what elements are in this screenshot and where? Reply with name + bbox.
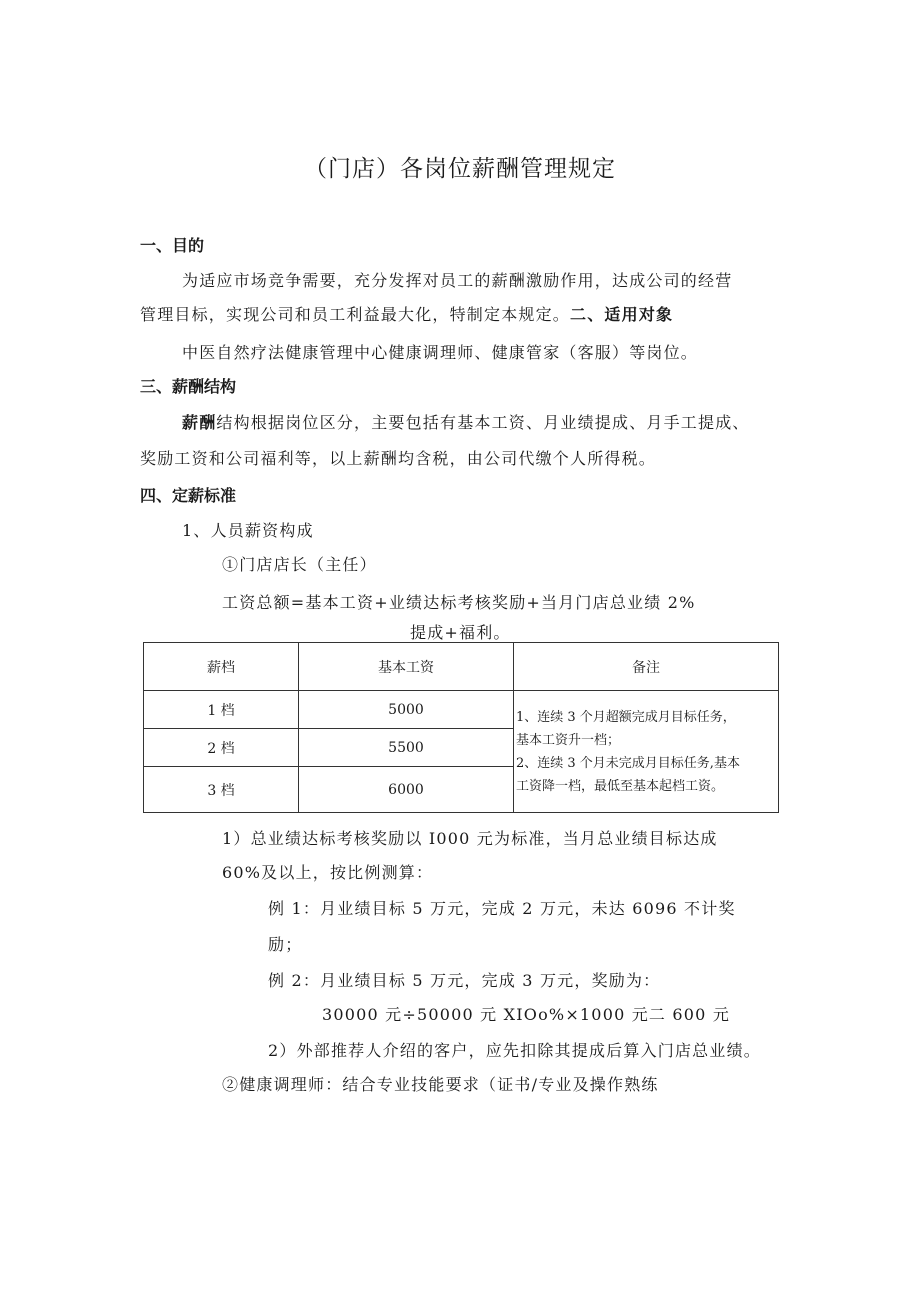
table-row — [144, 691, 779, 729]
rule-1-line-1: 1）总业绩达标考核奖励以 I000 元为标准，当月总业绩目标达成 — [222, 829, 718, 848]
rule-1-line-2: 60%及以上，按比例测算： — [222, 863, 434, 882]
remark-line: 2、连续 3 个月未完成月目标任务,基本 — [516, 755, 740, 771]
subheading-composition: 1、人员薪资构成 — [182, 521, 314, 540]
remark-line: 1、连续 3 个月超额完成月目标任务， — [516, 709, 736, 725]
salary-formula-line-1: 工资总额=基本工资+业绩达标考核奖励+当月门店总业绩 2% — [222, 593, 696, 612]
header-base-salary: 基本工资 — [299, 643, 514, 691]
structure-paragraph-line-2: 奖励工资和公司福利等，以上薪酬均含税，由公司代缴个人所得税。 — [140, 449, 657, 468]
header-grade: 薪档 — [144, 643, 299, 691]
remarks-cell — [514, 691, 779, 813]
item-store-manager: ①门店店长（主任） — [222, 555, 377, 574]
structure-text: 结构根据岗位区分，主要包括有基本工资、月业绩提成、月手工提成、 — [216, 413, 750, 432]
purpose-text: 管理目标，实现公司和员工利益最大化，特制定本规定。 — [140, 305, 571, 324]
section-heading-standard: 四、定薪标准 — [140, 486, 237, 505]
table-header-row — [144, 643, 779, 691]
example-2-calculation: 30000 元÷50000 元 XIOo%×1000 元二 600 元 — [322, 1005, 731, 1024]
salary-formula-line-2: 提成+福利。 — [410, 623, 511, 642]
structure-paragraph-line-1 — [182, 410, 750, 433]
header-remarks: 备注 — [514, 643, 779, 691]
purpose-paragraph-line-2 — [140, 302, 673, 325]
section-heading-purpose: 一、目的 — [140, 236, 205, 255]
salary-cell: 6000 — [299, 767, 514, 813]
example-1-line-2: 励； — [268, 935, 303, 954]
grade-cell: 3 档 — [144, 767, 299, 813]
salary-grade-table — [143, 642, 779, 813]
page-title: （门店）各岗位薪酬管理规定 — [304, 156, 616, 182]
structure-lead-word: 薪酬 — [182, 413, 217, 432]
section-heading-scope: 二、适用对象 — [570, 305, 674, 324]
grade-cell: 2 档 — [144, 729, 299, 767]
scope-paragraph: 中医自然疗法健康管理中心健康调理师、健康管家（客服）等岗位。 — [182, 343, 699, 362]
remark-line: 基本工资升一档； — [516, 732, 621, 748]
item-health-therapist: ②健康调理师：结合专业技能要求（证书/专业及操作熟练 — [222, 1075, 659, 1094]
rule-2: 2）外部推荐人介绍的客户，应先扣除其提成后算入门店总业绩。 — [268, 1041, 761, 1060]
example-1-line-1: 例 1：月业绩目标 5 万元，完成 2 万元，未达 6096 不计奖 — [268, 899, 736, 918]
remark-line: 工资降一档，最低至基本起档工资。 — [516, 778, 725, 794]
salary-cell: 5500 — [299, 729, 514, 767]
example-2: 例 2：月业绩目标 5 万元，完成 3 万元，奖励为： — [268, 971, 661, 990]
purpose-paragraph-line-1: 为适应市场竞争需要，充分发挥对员工的薪酬激励作用，达成公司的经营 — [182, 271, 733, 290]
salary-cell: 5000 — [299, 691, 514, 729]
grade-cell: 1 档 — [144, 691, 299, 729]
section-heading-structure: 三、薪酬结构 — [140, 377, 237, 396]
